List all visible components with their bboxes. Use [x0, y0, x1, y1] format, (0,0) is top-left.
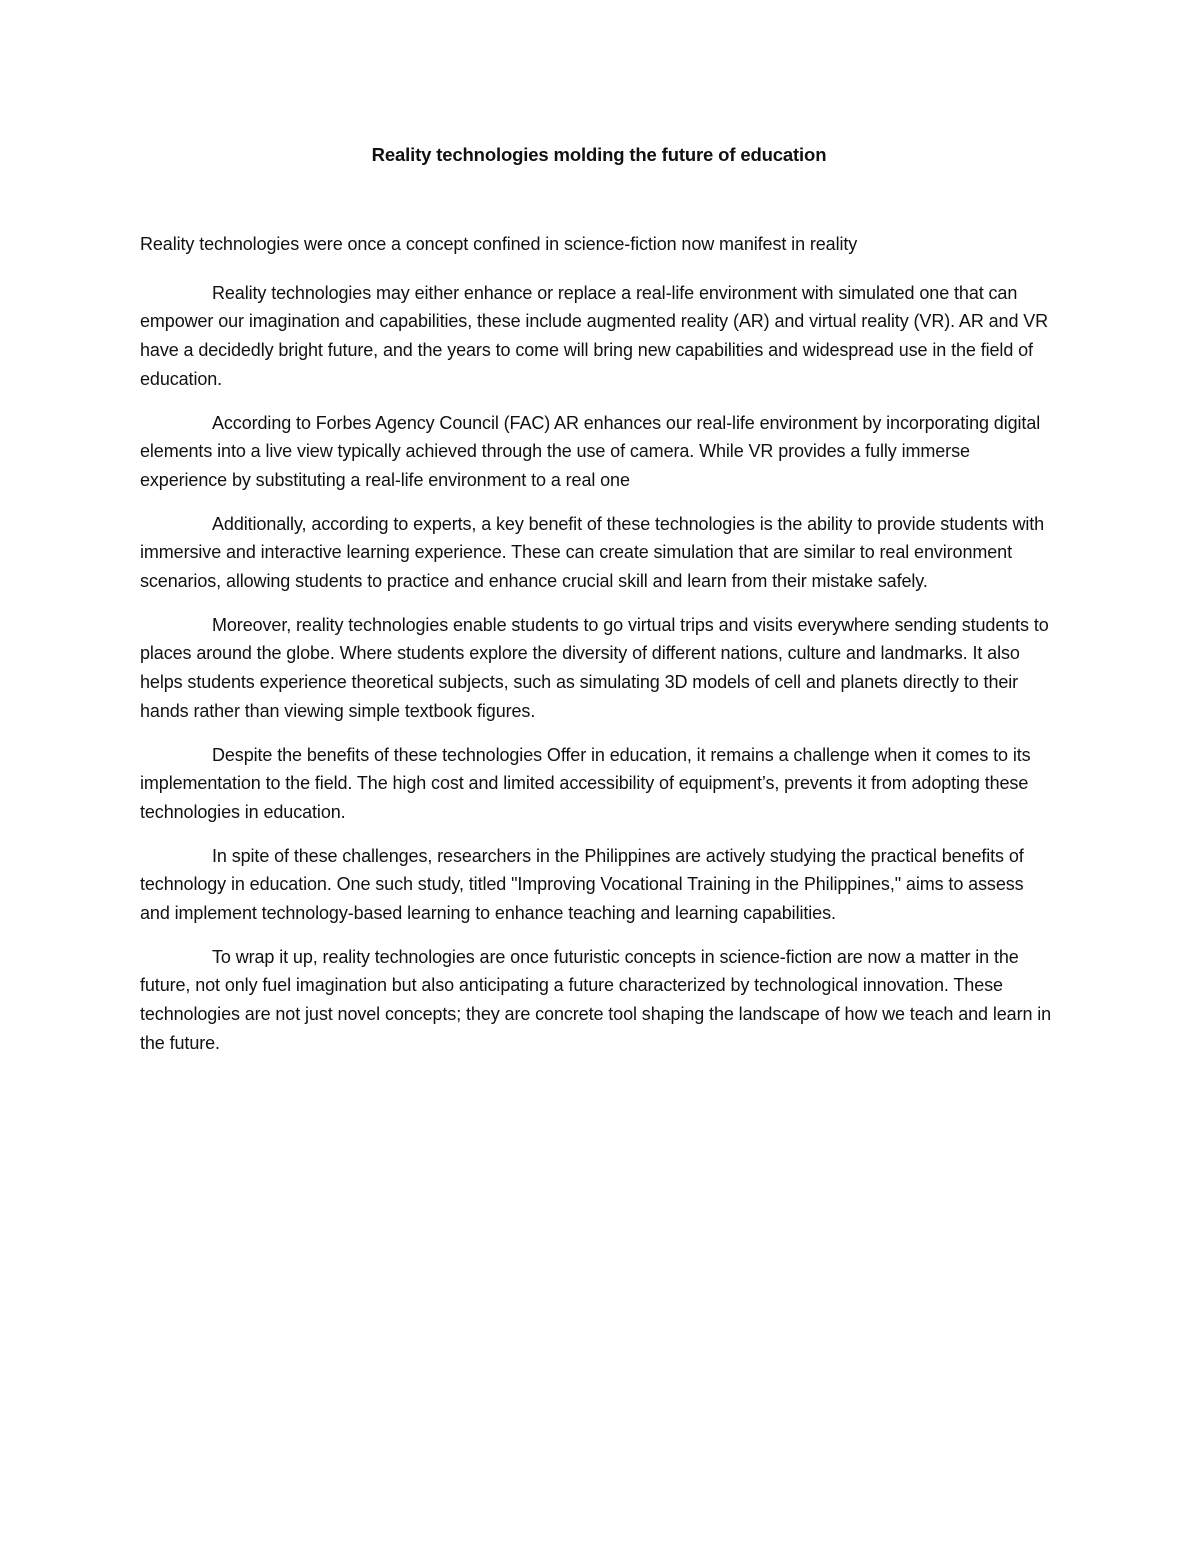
paragraph-conclusion: To wrap it up, reality technologies are once futuristic concepts in science-fiction are now a matter in the future, not only fuel imagination but also anticipating a future characterized by technological innovation. These technologies are not just novel concepts; they are concrete tool shaping the landscape of how we teach and learn in the future. [140, 946, 1052, 1053]
document-body [140, 140, 1058, 1058]
paragraph-philippines-research: In spite of these challenges, researchers in the Philippines are actively studying the practical benefits of technology in education. One such study, titled "Improving Vocational Training in the Philippines," aims to assess and implement technology-based learning to enhance teaching and learning capabilities. [140, 845, 1024, 924]
paragraph-benefits: Additionally, according to experts, a key benefit of these technologies is the ability to provide students with immersive and interactive learning experience. These can create simulation that are similar to real environment scenarios, allowing students to practice and enhance crucial skill and learn from their mistake safely. [140, 513, 1045, 592]
paragraph-virtual-trips: Moreover, reality technologies enable students to go virtual trips and visits everywhere sending students to places around the globe. Where students explore the diversity of different nations, culture and landmarks. It also helps students experience theoretical subjects, such as simulating 3D models of cell and planets directly to their hands rather than viewing simple textbook figures. [140, 614, 1049, 721]
document-lead: Reality technologies were once a concept confined in science-fiction now manifest in reality [140, 234, 858, 254]
paragraph-intro: Reality technologies may either enhance or replace a real-life environment with simulated one that can empower our imagination and capabilities, these include augmented reality (AR) and virtual reality (VR). AR and VR have a decidedly bright future, and the years to come will bring new capabilities and widespread use in the field of education. [140, 282, 1049, 389]
paragraph-definitions: According to Forbes Agency Council (FAC) AR enhances our real-life environment by incorporating digital elements into a live view typically achieved through the use of camera. While VR provides a fully immerse experience by substituting a real-life environment to a real one [140, 412, 1041, 490]
document-title: Reality technologies molding the future of education [371, 144, 827, 165]
paragraph-challenges: Despite the benefits of these technologies Offer in education, it remains a challenge when it comes to its implementation to the field. The high cost and limited accessibility of equipment’s, prevents it from adopting these technologies in education. [140, 744, 1031, 822]
